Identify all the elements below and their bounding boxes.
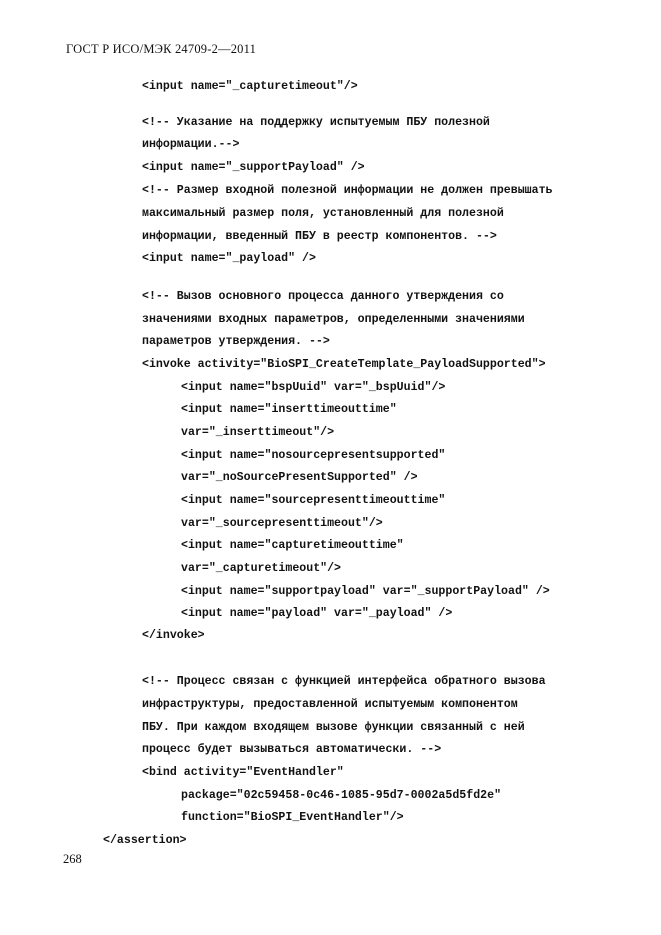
code-line: значениями входных параметров, определенными значениями [142,313,525,326]
code-line: <input name="supportpayload" var="_supportPayload" /> [181,585,550,598]
code-line: package="02c59458-0c46-1085-95d7-0002a5d5fd2e" [181,789,502,802]
code-line: var="_sourcepresenttimeout"/> [181,517,383,530]
code-line: максимальный размер поля, установленный для полезной [142,207,504,220]
code-line: </assertion> [103,834,187,847]
code-line: <!-- Размер входной полезной информации не должен превышать [142,184,553,197]
code-line: процесс будет вызываться автоматически. --> [142,743,442,756]
code-line: var="_noSourcePresentSupported" /> [181,471,418,484]
code-line: информации.--> [142,138,240,151]
code-line: <input name="_capturetimeout"/> [142,80,358,93]
code-line: var="_capturetimeout"/> [181,562,342,575]
code-line: <bind activity="EventHandler" [142,766,344,779]
code-line: <input name="bspUuid" var="_bspUuid"/> [181,381,446,394]
code-line: </invoke> [142,629,205,642]
code-line: var="_inserttimeout"/> [181,426,335,439]
code-line: <input name="capturetimeouttime" [181,539,404,552]
code-line: <input name="sourcepresenttimeouttime" [181,494,446,507]
code-line: <input name="_payload" /> [142,252,316,265]
page-number: 268 [63,852,82,866]
code-line: <!-- Указание на поддержку испытуемым ПБУ полезной [142,116,490,129]
document-header: ГОСТ Р ИСО/МЭК 24709-2—2011 [66,42,257,56]
code-line: <!-- Вызов основного процесса данного утверждения со [142,290,504,303]
code-line: параметров утверждения. --> [142,335,330,348]
code-line: информации, введенный ПБУ в реестр компонентов. --> [142,230,497,243]
code-line: <invoke activity="BioSPI_CreateTemplate_PayloadSupported"> [142,358,546,371]
code-line: <input name="payload" var="_payload" /> [181,607,453,620]
code-line: <input name="inserttimeouttime" [181,403,397,416]
code-line: function="BioSPI_EventHandler"/> [181,811,404,824]
code-line: ПБУ. При каждом входящем вызове функции связанный с ней [142,721,525,734]
code-line: инфраструктуры, предоставленной испытуемым компонентом [142,698,518,711]
code-line: <input name="nosourcepresentsupported" [181,449,446,462]
code-line: <input name="_supportPayload" /> [142,161,365,174]
code-line: <!-- Процесс связан с функцией интерфейса обратного вызова [142,675,546,688]
